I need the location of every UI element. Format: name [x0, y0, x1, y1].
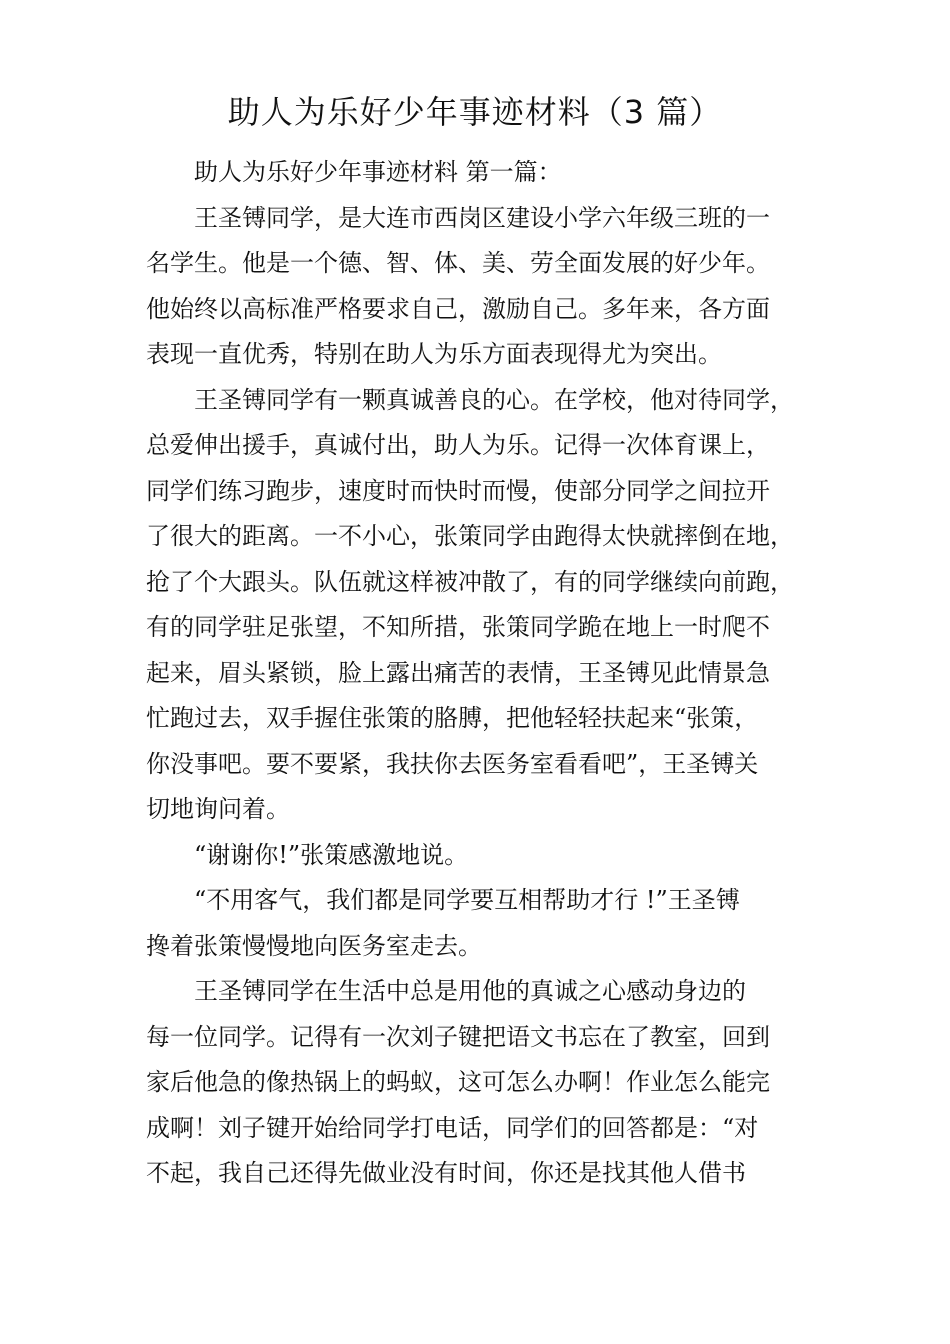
paragraph-line: “谢谢你!”张策感激地说。: [194, 840, 469, 869]
paragraph-1: [146, 150, 806, 196]
paragraph-line: 王圣镈同学在生活中总是用他的真诚之心感动身边的: [194, 977, 746, 1005]
paragraph-line: 搀着张策慢慢地向医务室走去。: [146, 931, 482, 960]
paragraph-line: 每一位同学。记得有一次刘子键把语文书忘在了教室，回到: [146, 1022, 770, 1051]
paragraph-line: 家后他急的像热锅上的蚂蚁，这可怎么办啊！作业怎么能完: [146, 1068, 770, 1096]
document-body: [146, 150, 806, 1197]
paragraph-line: 名学生。他是一个德、智、体、美、劳全面发展的好少年。: [146, 249, 770, 277]
paragraph-line: 总爱伸出援手，真诚付出，助人为乐。记得一次体育课上，: [146, 431, 770, 459]
paragraph-line: 他始终以高标准严格要求自己，激励自己。多年来，各方面: [146, 294, 770, 323]
paragraph-line: 抢了个大跟头。队伍就这样被冲散了，有的同学继续向前跑，: [146, 567, 794, 596]
paragraph-line: 同学们练习跑步，速度时而快时而慢，使部分同学之间拉开: [146, 476, 770, 505]
paragraph-line: 不起，我自己还得先做业没有时间，你还是找其他人借书: [146, 1159, 746, 1187]
paragraph-line: 起来，眉头紧锁，脸上露出痛苦的表情，王圣镈见此情景急: [146, 658, 770, 687]
paragraph-line: “不用客气，我们都是同学要互相帮助才行 !”王圣镈: [194, 886, 740, 914]
paragraph-4: [146, 833, 806, 879]
paragraph-line: 切地询问着。: [146, 795, 290, 823]
paragraph-6: [146, 969, 806, 1197]
document-title: 助人为乐好少年事迹材料（3 篇）: [227, 93, 723, 131]
paragraph-line: 成啊！刘子键开始给同学打电话，同学们的回答都是：“对: [146, 1113, 759, 1142]
paragraph-3: [146, 378, 806, 833]
paragraph-line: 忙跑过去，双手握住张策的胳膊，把他轻轻扶起来“张策，: [146, 704, 759, 732]
paragraph-line: 表现一直优秀，特别在助人为乐方面表现得尤为突出。: [146, 340, 722, 368]
paragraph-line: 助人为乐好少年事迹材料 第一篇：: [194, 158, 562, 186]
paragraph-line: 了很大的距离。一不小心，张策同学由跑得太快就摔倒在地，: [146, 522, 794, 550]
paragraph-2: [146, 196, 806, 378]
paragraph-5: [146, 878, 806, 969]
paragraph-line: 王圣镈同学，是大连市西岗区建设小学六年级三班的一: [194, 203, 770, 232]
paragraph-line: 王圣镈同学有一颗真诚善良的心。在学校，他对待同学，: [194, 385, 794, 414]
paragraph-line: 有的同学驻足张望，不知所措，张策同学跪在地上一时爬不: [146, 613, 770, 641]
paragraph-line: 你没事吧。要不要紧，我扶你去医务室看看吧”，王圣镈关: [146, 749, 759, 778]
